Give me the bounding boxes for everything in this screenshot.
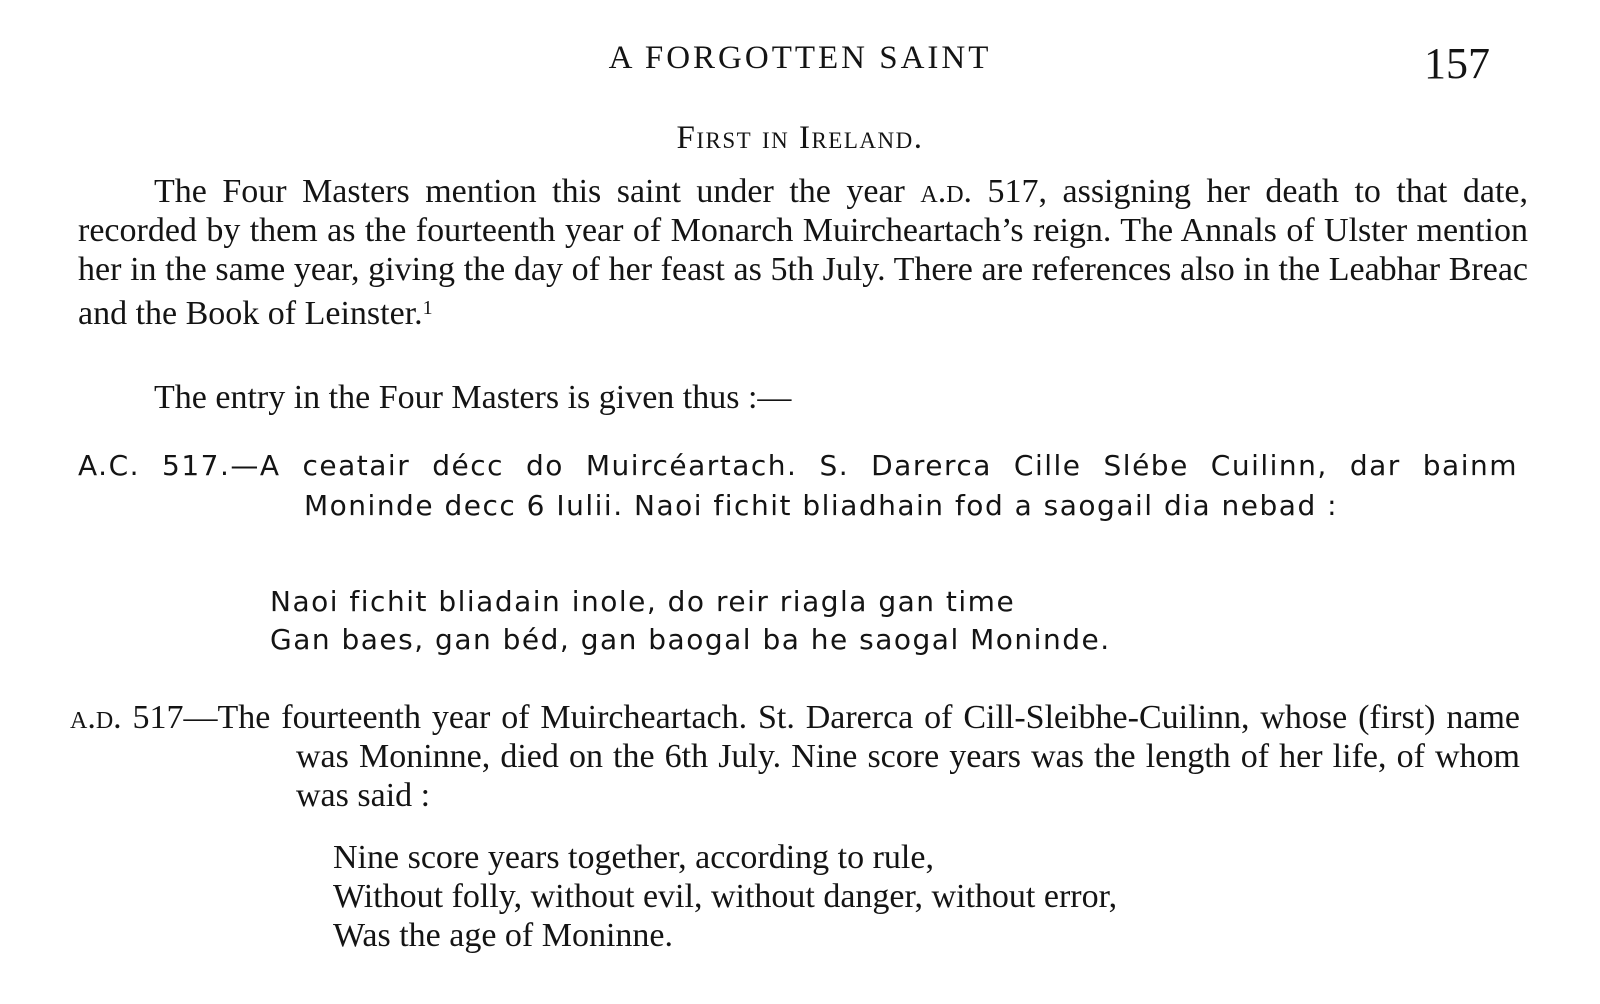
english-entry-text: 517—The fourteenth year of Muircheartach. St. Darerca of Cill-Sleibhe-Cuilinn, whose (first) name was Moninne, died on the 6th July. Nine score years was the length of her life, of whom was said : [121,699,1520,814]
era-abbreviation: a.d. [920,173,973,210]
irish-entry-text: A ceatair décc do Muircéartach. S. Darerca Cille Slébe Cuilinn, dar bainm Moninde decc 6 Iulii. Naoi fichit bliadhain fod a saogail dia nebad : [259,449,1518,522]
english-verse-line: Was the age of Moninne. [333,917,673,954]
english-translation-entry [70,698,1520,815]
irish-verse-line: Naoi fichit bliadain inole, do reir riagla gan time [270,585,1016,618]
running-title: A FORGOTTEN SAINT [608,40,992,76]
footnote-marker: 1 [422,297,433,319]
paragraph-text: 517, assigning her death to that date, recorded by them as the fourteenth year of Monarch Muircheartach’s reign. The Annals of Ulster mention her in the same year, giving the day of her feast as 5th July. There are references also in the Leabhar Breac and the Book of Leinster. [78,173,1528,332]
irish-verse [270,583,1111,659]
irish-entry-label: A.C. 517.— [78,449,260,482]
paragraph-text: The Four Masters mention this saint under the year [154,173,921,210]
section-heading: First in Ireland. [676,120,924,156]
english-verse-line: Nine score years together, according to rule, [333,839,934,876]
english-verse [333,838,1117,955]
page-number: 157 [1424,39,1490,88]
english-entry-label: a.d. [70,699,122,736]
irish-annal-entry [78,446,1518,526]
irish-verse-line: Gan baes, gan béd, gan baogal ba he saogal Moninde. [270,623,1111,656]
paragraph-entry-intro: The entry in the Four Masters is given thus :— [154,379,792,416]
english-verse-line: Without folly, without evil, without danger, without error, [333,878,1118,915]
paragraph-four-masters [78,172,1528,333]
